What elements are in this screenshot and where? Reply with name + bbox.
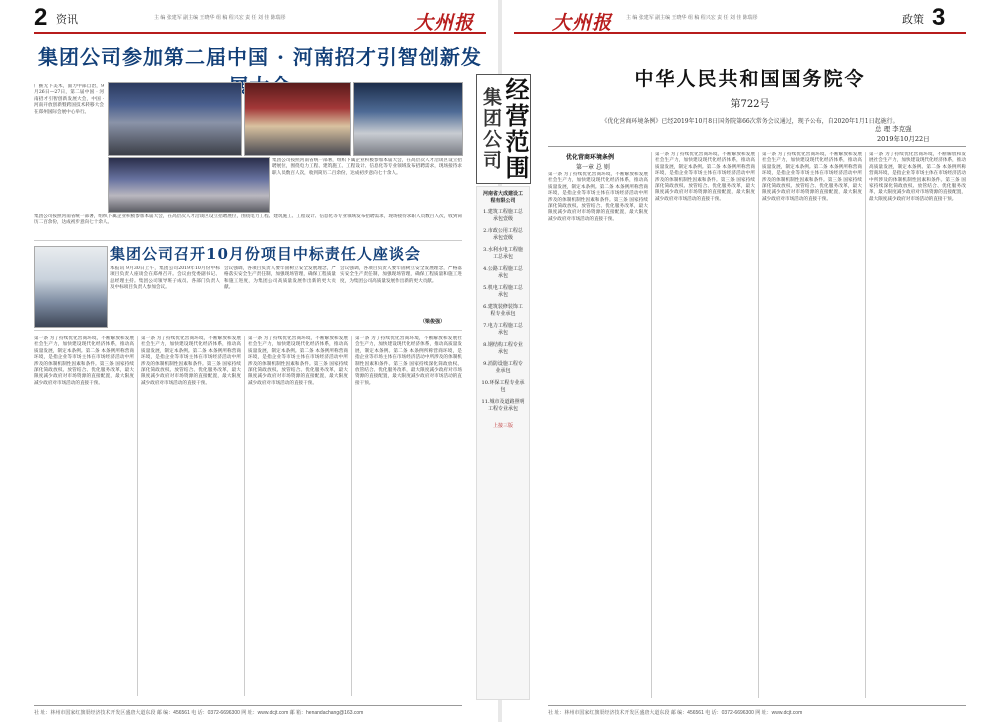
column-rule bbox=[865, 152, 866, 698]
toc-item: 9.消防设施工程专业承包 bbox=[483, 361, 523, 374]
toc-item: 1.建筑工程施工总承包壹级 bbox=[483, 209, 523, 222]
regulation-col-2: 第一条 为了持续优化营商环境，不断解放和发展社会生产力，加快建设现代化经济体系，推动高质量发展，制定本条例。第二条 本条例所称营商环境，是指企业等市场主体在市场经济活动中所涉及的体制机制性因素和条件。第三条 国家持续深化简政放权、放管结合、优化服务改革，最大限度减少政府对市场资源的直接配置，最大限度减少政府对市场活动的直接干预。 bbox=[141, 336, 241, 386]
right-footer: 社 址：林州市国家红旗渠经济技术开发区盛唐大道东段 邮 编：456561 电 话：0372-6696300 网 址：www.dcjt.com bbox=[548, 710, 803, 716]
meeting-room-photo bbox=[34, 246, 108, 328]
toc-item: 7.电力工程施工总承包 bbox=[483, 323, 523, 336]
left-page-number: 2 bbox=[34, 4, 48, 31]
decree-divider bbox=[548, 146, 966, 147]
toc-item: 2.市政公用工程总承包壹级 bbox=[483, 228, 523, 241]
regulation-col-1: 第一条 为了持续优化营商环境，不断解放和发展社会生产力，加快建设现代化经济体系，推动高质量发展，制定本条例。第二条 本条例所称营商环境，是指企业等市场主体在市场经济活动中所涉及的体制机制性因素和条件。第三条 国家持续深化简政放权、放管结合、优化服务改革，最大限度减少政府对市场资源的直接配置，最大限度减少政府对市场活动的直接干预。 bbox=[34, 336, 134, 386]
banner-small-text: 集团公司 bbox=[480, 87, 501, 171]
right-section-label: 政策 bbox=[902, 14, 924, 26]
lower-divider bbox=[34, 330, 462, 331]
toc-item: 6.建筑装修装饰工程专业承包 bbox=[483, 304, 523, 317]
article2-lead: 本报讯 9月30日上午，集团公司2019年10月份中标项目负责人座谈会在郑州召开。会议由党委副书记、总经理主持。集团公司领导班子成员、各部门负责人及中标项目负责人参加会议。 bbox=[110, 266, 220, 291]
state-council-decree bbox=[560, 64, 940, 125]
toc-item: 3.水利水电工程施工总承包 bbox=[483, 247, 523, 260]
regulation-right-col-1: 第一条 为了持续优化营商环境，不断解放和发展社会生产力，加快建设现代化经济体系，推动高质量发展，制定本条例。第二条 本条例所称营商环境，是指企业等市场主体在市场经济活动中所涉及的体制机制性因素和条件。第三条 国家持续深化简政放权、放管结合、优化服务改革，最大限度减少政府对市场资源的直接配置，最大限度减少政府对市场活动的直接干预。 bbox=[548, 172, 648, 222]
regulation-right-col-2: 第一条 为了持续优化营商环境，不断解放和发展社会生产力，加快建设现代化经济体系，推动高质量发展，制定本条例。第二条 本条例所称营商环境，是指企业等市场主体在市场经济活动中所涉及的体制机制性因素和条件。第三条 国家持续深化简政放权、放管结合、优化服务改革，最大限度减少政府对市场资源的直接配置，最大限度减少政府对市场活动的直接干预。 bbox=[655, 152, 755, 202]
column-rule bbox=[244, 336, 245, 696]
left-footer-line bbox=[34, 705, 462, 706]
column-rule bbox=[651, 152, 652, 698]
right-staff-line: 主 编 张建军 副主编 王晓华 组 稿 程兴宏 责 任 刘 佳 陈瑞彤 bbox=[626, 15, 758, 21]
section-divider bbox=[34, 240, 462, 241]
regulation-col-4: 第一条 为了持续优化营商环境，不断解放和发展社会生产力，加快建设现代化经济体系，推动高质量发展，制定本条例。第二条 本条例所称营商环境，是指企业等市场主体在市场经济活动中所涉及的体制机制性因素和条件。第三条 国家持续深化简政放权、放管结合、优化服务改革，最大限度减少政府对市场资源的直接配置，最大限度减少政府对市场活动的直接干预。 bbox=[355, 336, 462, 386]
column-rule bbox=[758, 152, 759, 698]
recruitment-booth-photo bbox=[108, 157, 270, 213]
signer-title: 总 理 bbox=[875, 125, 891, 133]
article2-text-col3: 会议强调，各项目负责人要牢固树立安全发展理念，严格落实安全生产责任制，加强现场管理，确保工程质量和施工进度，为集团公司高质量发展作出新的更大贡献。 bbox=[340, 266, 462, 284]
toc-item: 5.机电工程施工总承包 bbox=[483, 285, 523, 298]
toc-item: 11.城市及道路照明工程专业承包 bbox=[481, 399, 525, 412]
meeting-stage-photo bbox=[244, 82, 351, 156]
decree-title: 中华人民共和国国务院令 bbox=[634, 68, 866, 90]
banner-big-text: 经营范围 bbox=[501, 77, 528, 181]
column-rule bbox=[351, 336, 352, 696]
toc-continued: 上接三版 bbox=[492, 423, 513, 429]
left-masthead-logo: 大州报 bbox=[414, 12, 475, 34]
lead-text: 广猴无下美术，面力中部自治，9月26日—27日，第二届中国 · 河南招才引智创新发展大会，中国 · 河南开放创新暨跨国技术转移大会在郑州国际会展中心举行。 bbox=[34, 84, 104, 115]
signer-name: 李克强 bbox=[892, 125, 912, 133]
conference-hall-photo bbox=[108, 82, 242, 156]
article2-headline: 集团公司召开10月份项目中标责任人座谈会 bbox=[110, 245, 421, 263]
right-page-header bbox=[514, 4, 966, 34]
sign-date: 2019年10月22日 bbox=[877, 135, 930, 143]
decree-body: 《优化营商环境条例》已经2019年10月8日国务院第66次常务会议通过，现予公布，自2020年1月1日起施行。 bbox=[601, 118, 899, 125]
left-section-label: 资讯 bbox=[56, 14, 78, 26]
left-footer: 社 址：林州市国家红旗渠经济技术开发区盛唐大道东段 邮 编：456561 电 话：0372-6696300 网 址：www.dcjt.com 邮 箱：henandachang@163.com bbox=[34, 710, 364, 716]
right-masthead-logo: 大州报 bbox=[552, 12, 613, 34]
delegation-photo bbox=[353, 82, 463, 156]
chapter-heading: 第一章 总 则 bbox=[576, 164, 610, 171]
main-headline: 集团公司参加第二届中国 · 河南招才引智创新发 bbox=[38, 45, 482, 69]
column-rule bbox=[137, 336, 138, 696]
left-page-header bbox=[34, 4, 486, 34]
right-page-number: 3 bbox=[932, 4, 946, 31]
toc-head: 河南省大成建设工程有限公司 bbox=[482, 191, 523, 204]
toc-item: 4.公路工程施工总承包 bbox=[483, 266, 523, 279]
toc-item: 10.环保工程专业承包 bbox=[481, 380, 525, 393]
regulation-right-col-3: 第一条 为了持续优化营商环境，不断解放和发展社会生产力，加快建设现代化经济体系，推动高质量发展，制定本条例。第二条 本条例所称营商环境，是指企业等市场主体在市场经济活动中所涉及的体制机制性因素和条件。第三条 国家持续深化简政放权、放管结合、优化服务改革，最大限度减少政府对市场资源的直接配置，最大限度减少政府对市场活动的直接干预。 bbox=[762, 152, 862, 202]
signer bbox=[875, 124, 912, 133]
toc-item: 8.钢结构工程专业承包 bbox=[483, 342, 523, 355]
article2-text: 会议强调，各项目负责人要牢固树立安全发展理念，严格落实安全生产责任制，加强现场管理，确保工程质量和施工进度，为集团公司高质量发展作出新的更大贡献。 bbox=[224, 266, 336, 291]
story-text-top: 集团公司按照河南省统一部署，组织下属企业积极参加本届大会，在高层次人才洽谈区设立招聘展位，围绕电力工程、建筑施工、工程设计、信息化等专业领域发布招聘需求，现场接待求职人员数百人次，收到简历二百余份，达成初步意向七十余人。 bbox=[272, 158, 462, 176]
regulation-title: 优化营商环境条例 bbox=[566, 154, 615, 161]
article2-author: （梁俊强） bbox=[420, 319, 446, 325]
right-footer-line bbox=[548, 705, 966, 706]
regulation-right-col-4: 第一条 为了持续优化营商环境，不断解放和发展社会生产力，加快建设现代化经济体系，推动高质量发展，制定本条例。第二条 本条例所称营商环境，是指企业等市场主体在市场经济活动中所涉及的体制机制性因素和条件。第三条 国家持续深化简政放权、放管结合、优化服务改革，最大限度减少政府对市场资源的直接配置，最大限度减少政府对市场活动的直接干预。 bbox=[869, 152, 966, 202]
decree-number: 第722号 bbox=[730, 99, 770, 110]
regulation-col-3: 第一条 为了持续优化营商环境，不断解放和发展社会生产力，加快建设现代化经济体系，推动高质量发展，制定本条例。第二条 本条例所称营商环境，是指企业等市场主体在市场经济活动中所涉及的体制机制性因素和条件。第三条 国家持续深化简政放权、放管结合、优化服务改革，最大限度减少政府对市场资源的直接配置，最大限度减少政府对市场活动的直接干预。 bbox=[248, 336, 348, 386]
left-staff-line: 主 编 张建军 副主编 王晓华 组 稿 程兴宏 责 任 刘 佳 陈瑞彤 bbox=[154, 15, 286, 21]
story-text-continued: 集团公司按照河南省统一部署，组织下属企业积极参加本届大会，在高层次人才洽谈区设立招聘展位，围绕电力工程、建筑施工、工程设计、信息化等专业领域发布招聘需求，现场接待求职人员数百人次，收到简历二百余份，达成初步意向七十余人。 bbox=[34, 214, 462, 226]
